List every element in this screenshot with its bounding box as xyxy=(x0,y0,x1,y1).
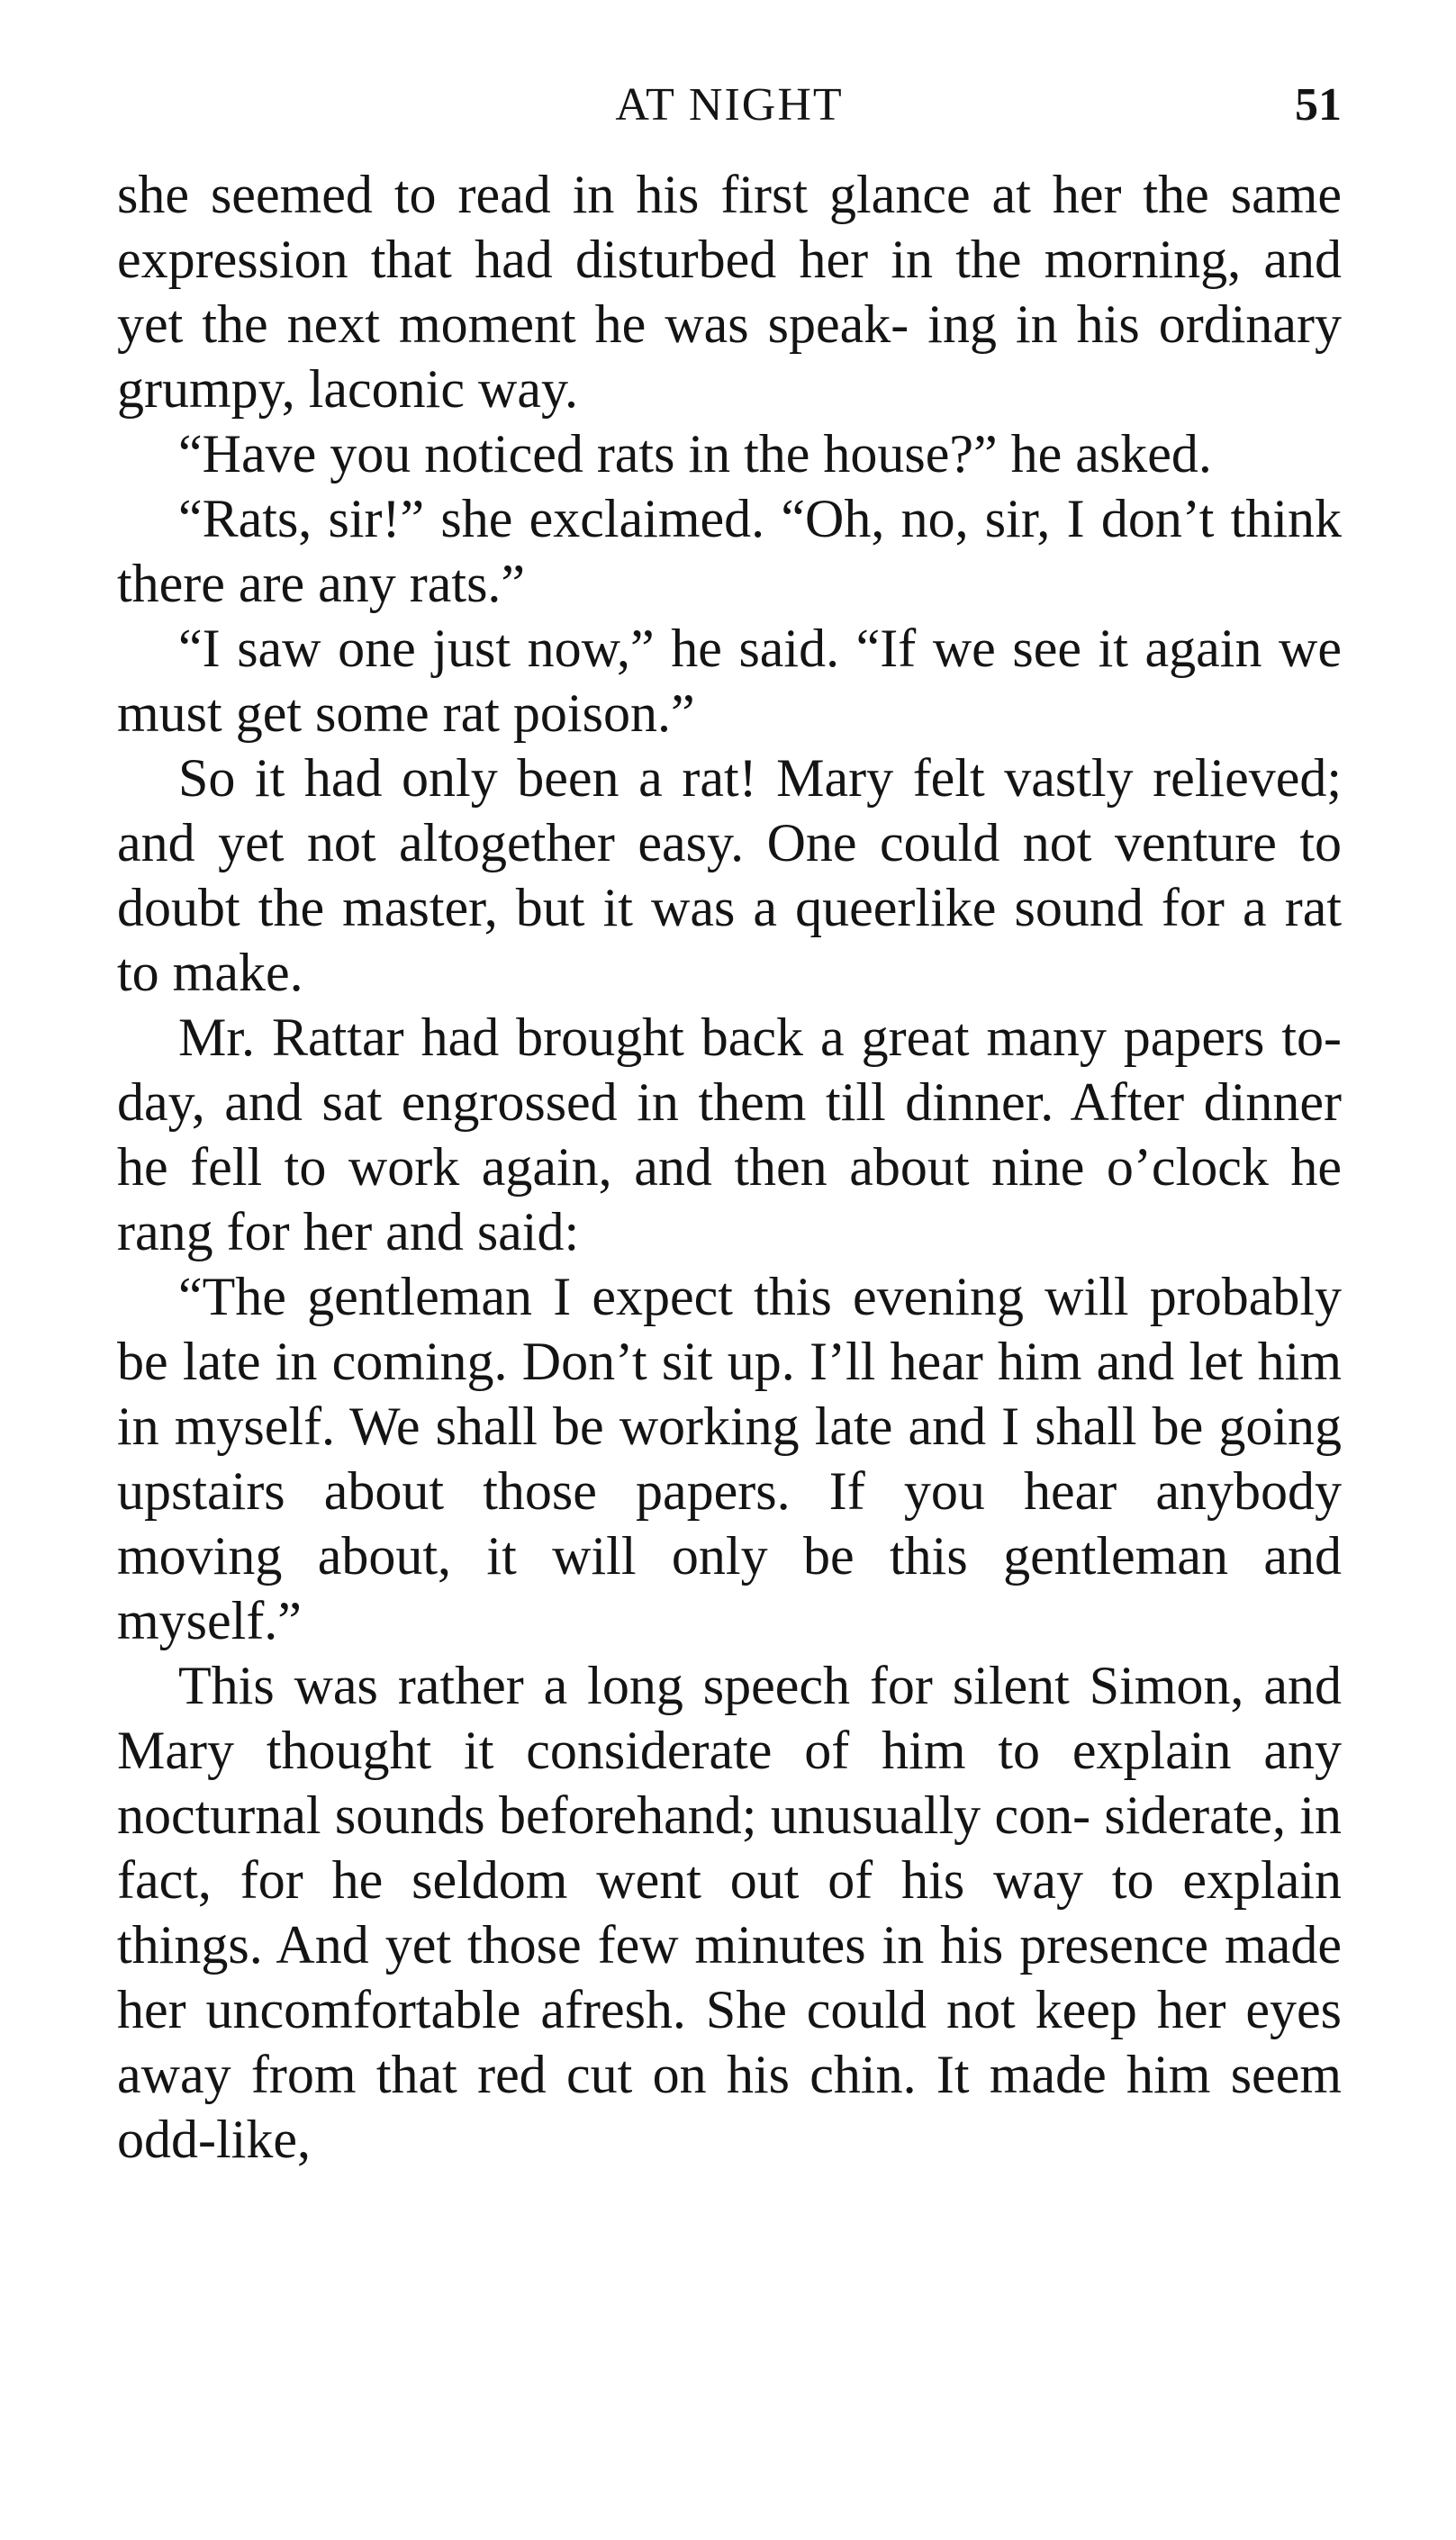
page-number: 51 xyxy=(1295,79,1342,131)
paragraph-8: This was rather a long speech for silent Simon, and Mary thought it considerate of him to explain any nocturnal sounds beforehand; unusually con- siderate, in fact, for he seldom went out of his way to explain things. And yet those few minutes in his presence made her uncomfortable afresh. She could not keep her eyes away from that red cut on his chin. It made him seem odd-like, xyxy=(117,1656,1342,2169)
paragraph-5: So it had only been a rat! Mary felt vastly relieved; and yet not altogether easy. One could not venture to doubt the master, but it was a queerlike sound for a rat to make. xyxy=(117,748,1342,1002)
paragraph-3: “Rats, sir!” she exclaimed. “Oh, no, sir, I don’t think there are any rats.” xyxy=(117,489,1342,613)
body-text xyxy=(117,162,1342,2172)
paragraph-6: Mr. Rattar had brought back a great many papers to-day, and sat engrossed in them till dinner. After dinner he fell to work again, and then about nine o’clock he rang for her and said: xyxy=(117,1008,1342,1261)
paragraph-4: “I saw one just now,” he said. “If we see it again we must get some rat poison.” xyxy=(117,619,1342,743)
paragraph-1: she seemed to read in his first glance at her the same expression that had disturbed her in the morning, and yet the next moment he was speak- ing in his ordinary grumpy, laconic way. xyxy=(117,165,1342,419)
running-head xyxy=(117,74,1342,137)
paragraph-2: “Have you noticed rats in the house?” he asked. xyxy=(178,424,1212,484)
running-title: AT NIGHT xyxy=(615,79,844,131)
paragraph-7: “The gentleman I expect this evening will probably be late in coming. Don’t sit up. I’ll hear him and let him in myself. We shall be working late and I shall be going upstairs about those papers. If you hear anybody moving about, it will only be this gentleman and myself.” xyxy=(117,1267,1342,1650)
